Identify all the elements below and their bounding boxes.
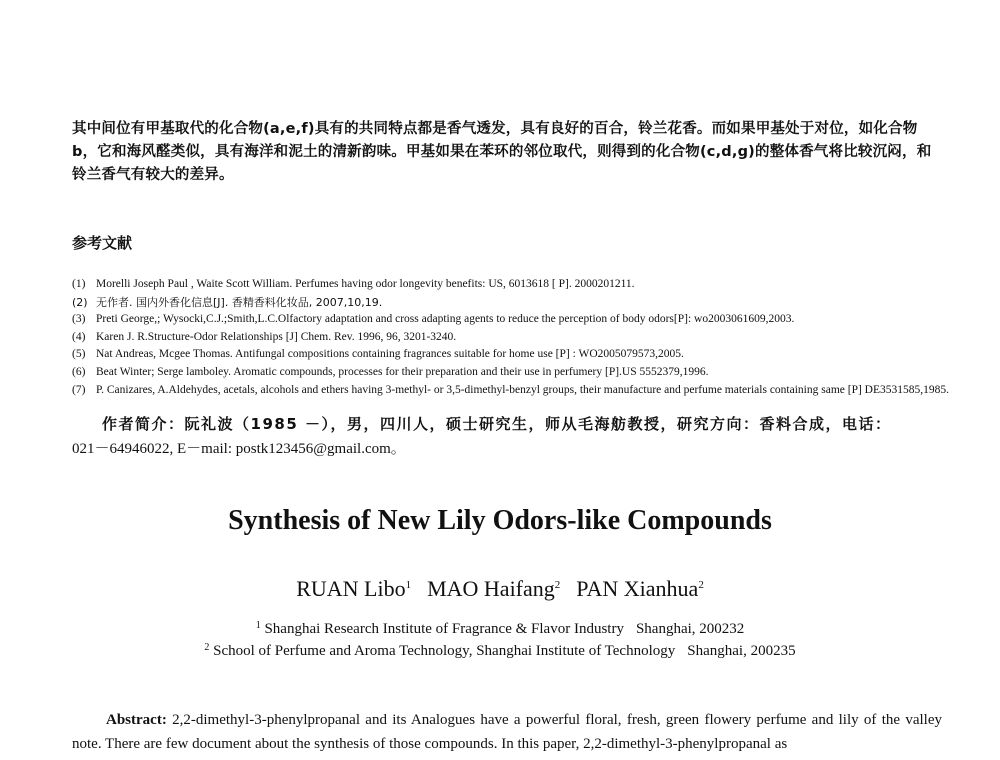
paper-title: Synthesis of New Lily Odors-like Compounds [228, 505, 772, 536]
reference-text: 无作者. 国内外香化信息[J]. 香精香料化妆品, 2007,10,19. [96, 295, 383, 309]
author-note-label: 作者简介： [102, 415, 185, 433]
author-name: RUAN Libo [296, 576, 406, 601]
reference-text: Nat Andreas, Mcgee Thomas. Antifungal compositions containing fragrances suitable for home use [P] : WO2005079573,2005. [96, 348, 684, 361]
affiliation-mark: 1 [255, 620, 261, 631]
reference-list [72, 276, 952, 399]
reference-item [72, 294, 952, 312]
author-affiliation-mark: 1 [405, 579, 412, 591]
reference-item [72, 311, 952, 329]
reference-text: Morelli Joseph Paul , Waite Scott William. Perfumes having odor longevity benefits: US, 6013618 [ P]. 2000201211. [96, 278, 635, 290]
reference-text: Preti George,; Wysocki,C.J.;Smith,L.C.Olfactory adaptation and cross adapting agents to reduce the perception of body odors[P]: wo2003061609,2003. [96, 313, 795, 326]
author-list [0, 576, 1000, 602]
abstract-text: 2,2-dimethyl-3-phenylpropanal and its Analogues have a powerful floral, fresh, green flowery perfume and lily of the valley note. There are few document about the synthesis of those compounds. In this paper, 2,2-dimethyl-3-phenylpropanal as [72, 712, 942, 752]
affiliation [0, 642, 1000, 660]
author-name: MAO Haifang [427, 576, 555, 601]
author-contact: 021－64946022, E－mail: postk123456@gmail.com [72, 441, 391, 457]
affiliation-city: Shanghai, 200235 [687, 643, 796, 659]
reference-number: (7) [72, 383, 86, 396]
reference-text: P. Canizares, A.Aldehydes, acetals, alcohols and ethers having 3-methyl- or 3,5-dimethyl-benzyl groups, their manufacture and perfume materials containing same [P] DE3531585,1985. [96, 383, 949, 396]
reference-text: Karen J. R.Structure-Odor Relationships [J] Chem. Rev. 1996, 96, 3201-3240. [96, 330, 457, 343]
affiliation [0, 620, 1000, 638]
reference-number: (2) [72, 295, 88, 309]
reference-number: (6) [72, 365, 86, 378]
affiliation-institute: Shanghai Research Institute of Fragrance & Flavor Industry [264, 621, 624, 637]
reference-number: (1) [72, 278, 86, 290]
affiliation-city: Shanghai, 200232 [635, 621, 745, 637]
reference-number: (4) [72, 330, 86, 343]
author-note-text: 阮礼波（1985 －），男，四川人，硕士研究生，师从毛海舫教授，研究方向：香料合成，电话： [184, 415, 892, 433]
author-name: PAN Xianhua [576, 576, 699, 601]
abstract [72, 708, 942, 756]
references-heading: 参考文献 [72, 234, 133, 252]
author-affiliation-mark: 2 [554, 579, 561, 591]
reference-number: (5) [72, 348, 86, 361]
intro-paragraph: 其中间位有甲基取代的化合物(a,e,f)具有的共同特点都是香气透发，具有良好的百合，铃兰花香。而如果甲基处于对位，如化合物b，它和海风醛类似，具有海洋和泥土的清新韵味。甲基如果在苯环的邻位取代，则得到的化合物(c,d,g)的整体香气将比较沉闷，和铃兰香气有较大的差异。 [72, 121, 932, 183]
affiliation-mark: 2 [204, 642, 210, 653]
author-note [72, 412, 952, 461]
reference-item [72, 329, 952, 347]
abstract-label: Abstract: [106, 712, 167, 728]
reference-number: (3) [72, 313, 86, 326]
author-affiliation-mark: 2 [698, 579, 704, 591]
reference-text: Beat Winter; Serge lamboley. Aromatic compounds, processes for their preparation and their use in perfumery [P].US 5552379,1996. [96, 365, 709, 378]
author-note-end: 。 [390, 441, 406, 457]
reference-item [72, 346, 952, 364]
affiliation-institute: School of Perfume and Aroma Technology, Shanghai Institute of Technology [213, 643, 676, 659]
reference-item [72, 382, 952, 400]
reference-item [72, 276, 952, 294]
reference-item [72, 364, 952, 382]
